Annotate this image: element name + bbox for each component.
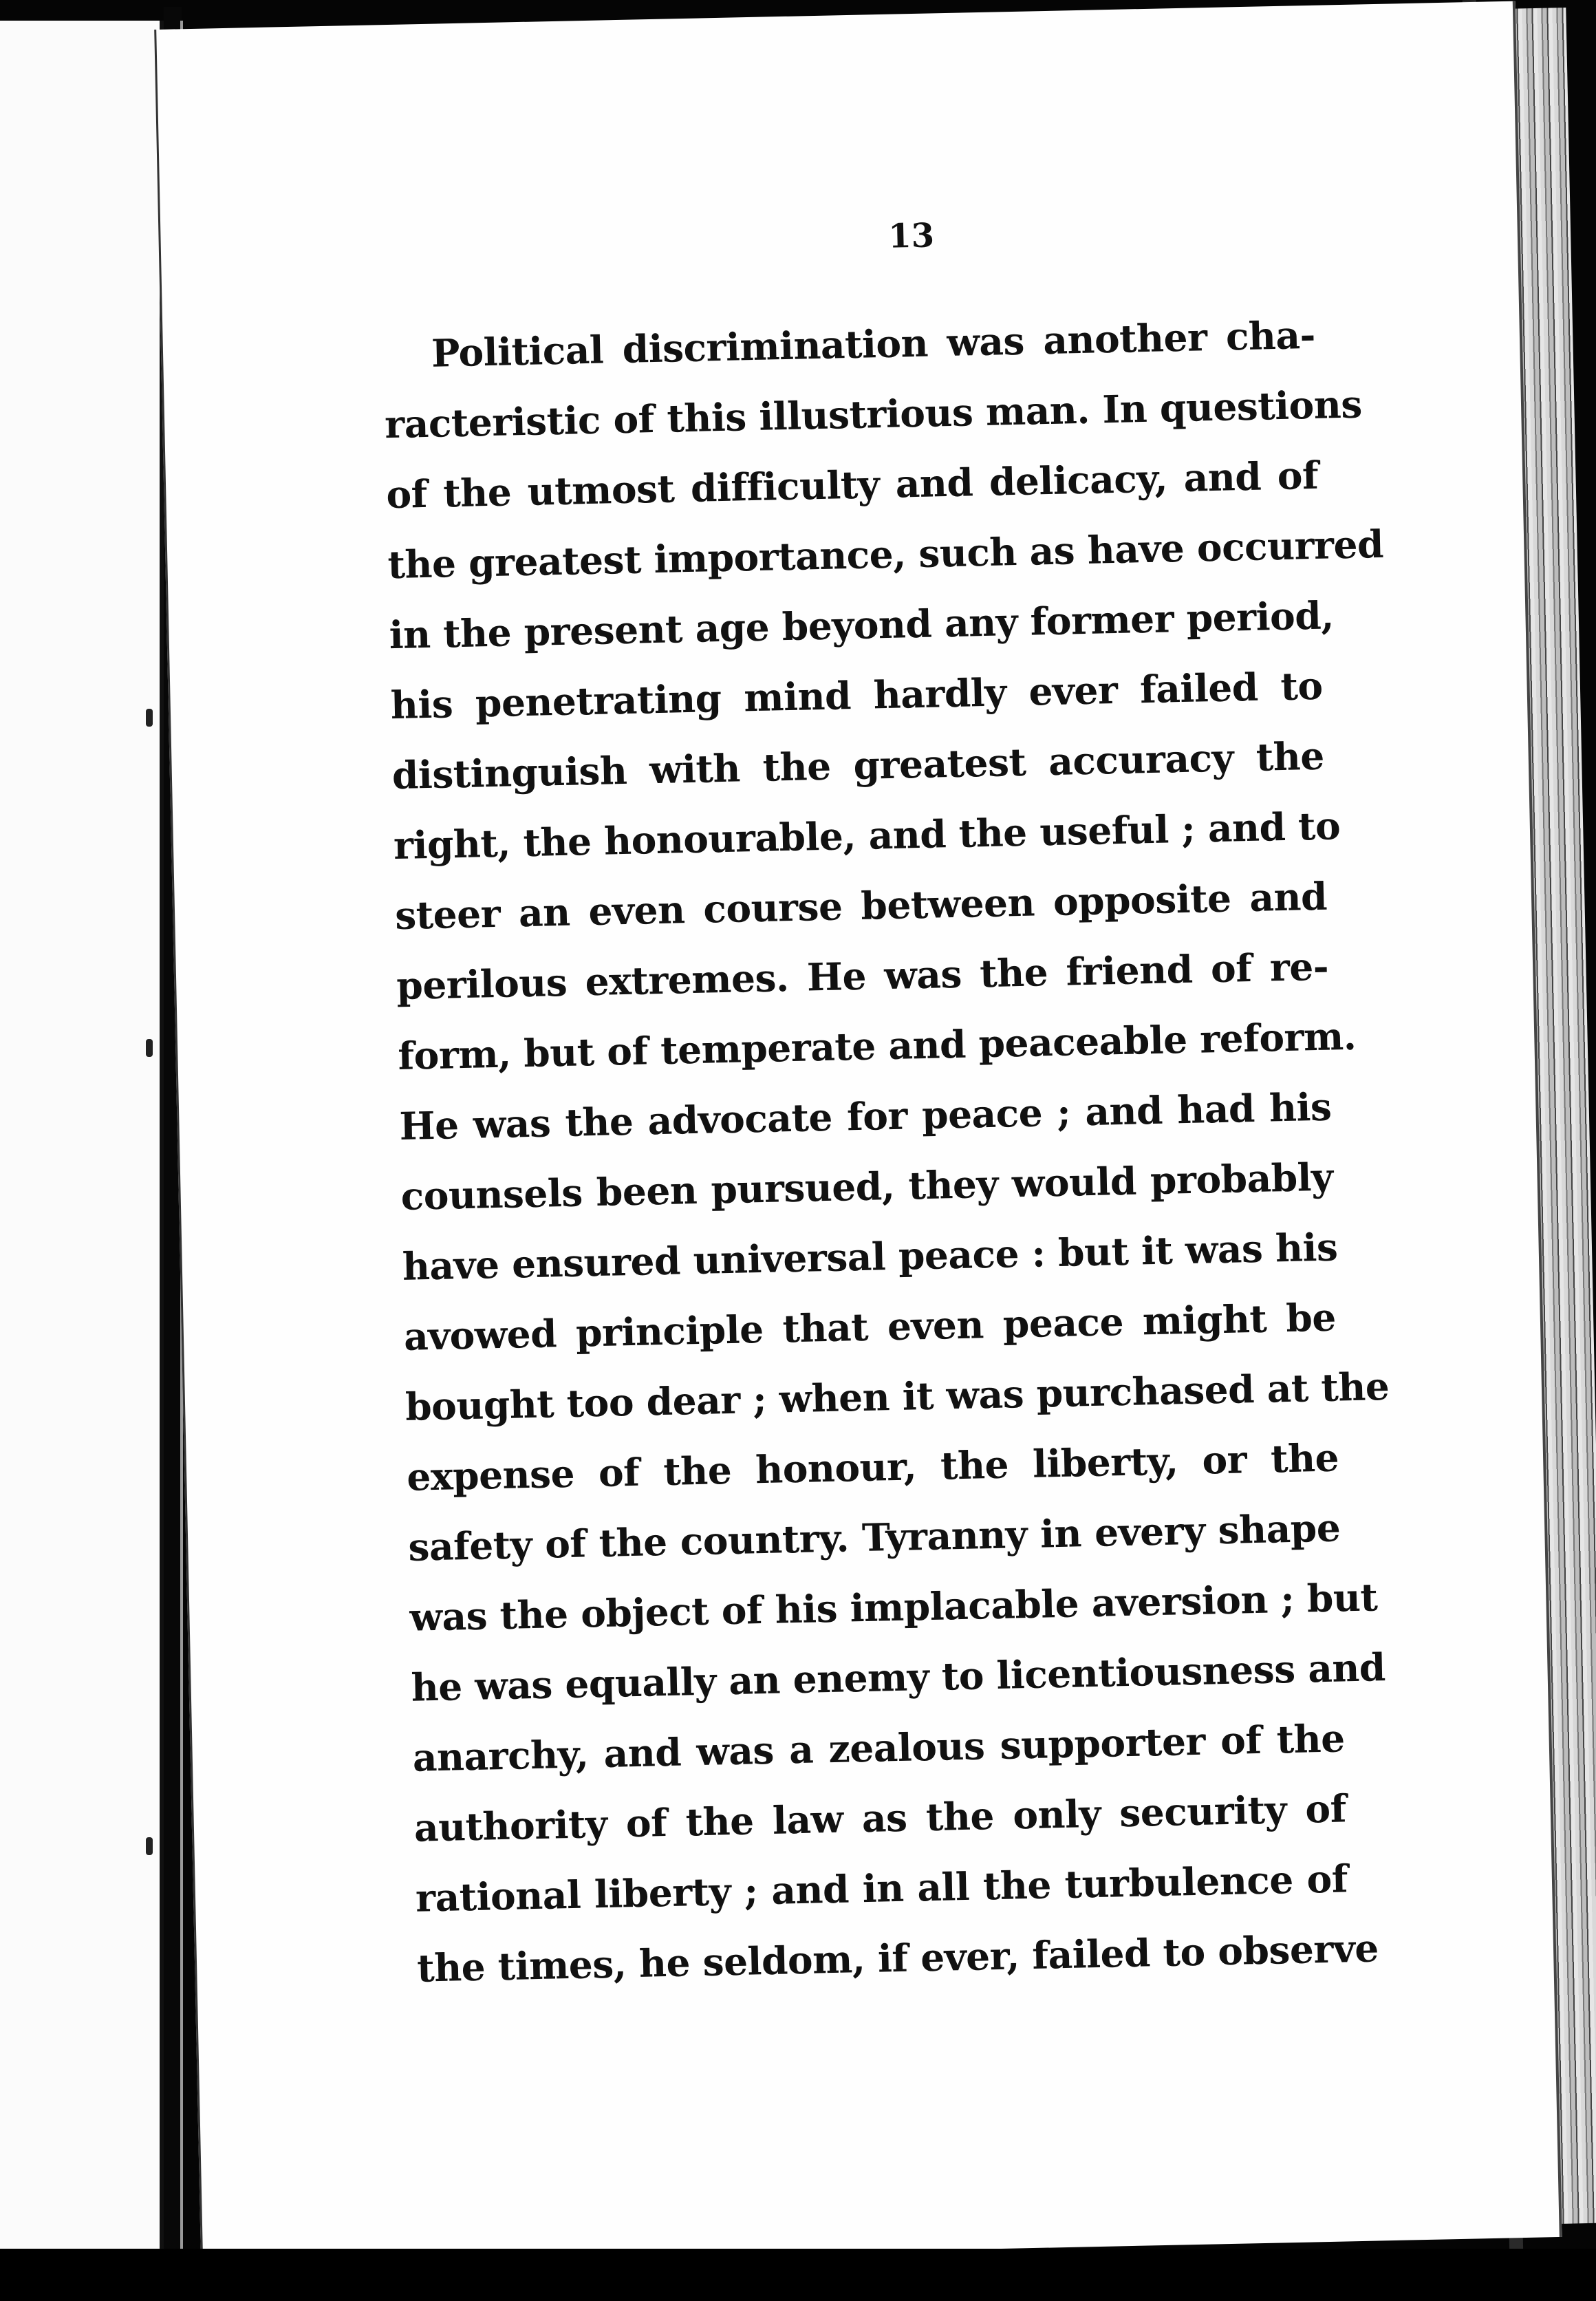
text-line: counsels been pursued, they would probably bbox=[400, 1154, 1334, 1219]
text-line: safety of the country. Tyranny in every shape bbox=[407, 1505, 1341, 1570]
text-line: anarchy, and was a zealous supporter of the bbox=[412, 1715, 1346, 1780]
text-line: bought too dear ; when it was purchased at the bbox=[405, 1363, 1390, 1429]
page-body-text bbox=[382, 300, 1390, 2004]
text-line: was the object of his implacable aversion ; but bbox=[409, 1574, 1378, 1640]
text-line: racteristic of this illustrious man. In questions bbox=[384, 381, 1363, 447]
text-line: avowed principle that even peace might be bbox=[403, 1294, 1337, 1359]
text-line: distinguish with the greatest accuracy the bbox=[391, 733, 1325, 798]
ink-mark bbox=[146, 709, 153, 727]
text-line: of the utmost difficulty and delicacy, and of bbox=[385, 452, 1319, 517]
facing-page-left bbox=[0, 21, 164, 2249]
text-line: he was equally an enemy to licentiousness and bbox=[411, 1645, 1386, 1710]
ink-mark bbox=[146, 1039, 153, 1057]
text-line: his penetrating mind hardly ever failed to bbox=[390, 663, 1324, 728]
text-line: in the present age beyond any former period, bbox=[388, 592, 1335, 658]
text-line: the times, he seldom, if ever, failed to observe bbox=[416, 1925, 1379, 1991]
text-line: steer an even course between opposite and bbox=[394, 873, 1328, 939]
page-number: 13 bbox=[887, 216, 935, 256]
text-line: the greatest importance, such as have occurred bbox=[387, 521, 1384, 588]
text-line: have ensured universal peace : but it was his bbox=[402, 1224, 1339, 1289]
text-line: Political discrimination was another cha- bbox=[431, 312, 1316, 376]
text-line: authority of the law as the only security of bbox=[413, 1786, 1347, 1850]
book-page bbox=[154, 1, 1562, 2266]
text-line: perilous extremes. He was the friend of re- bbox=[396, 943, 1329, 1009]
text-line: right, the honourable, and the useful ; and to bbox=[393, 803, 1341, 868]
text-line: form, but of temperate and peaceable reform. bbox=[397, 1013, 1357, 1078]
text-line: rational liberty ; and in all the turbulence of bbox=[415, 1856, 1348, 1920]
text-line: He was the advocate for peace ; and had his bbox=[398, 1084, 1333, 1148]
scan-bottom-border bbox=[0, 2249, 1596, 2301]
ink-mark bbox=[146, 1837, 153, 1855]
text-line: expense of the honour, the liberty, or the bbox=[406, 1435, 1339, 1499]
